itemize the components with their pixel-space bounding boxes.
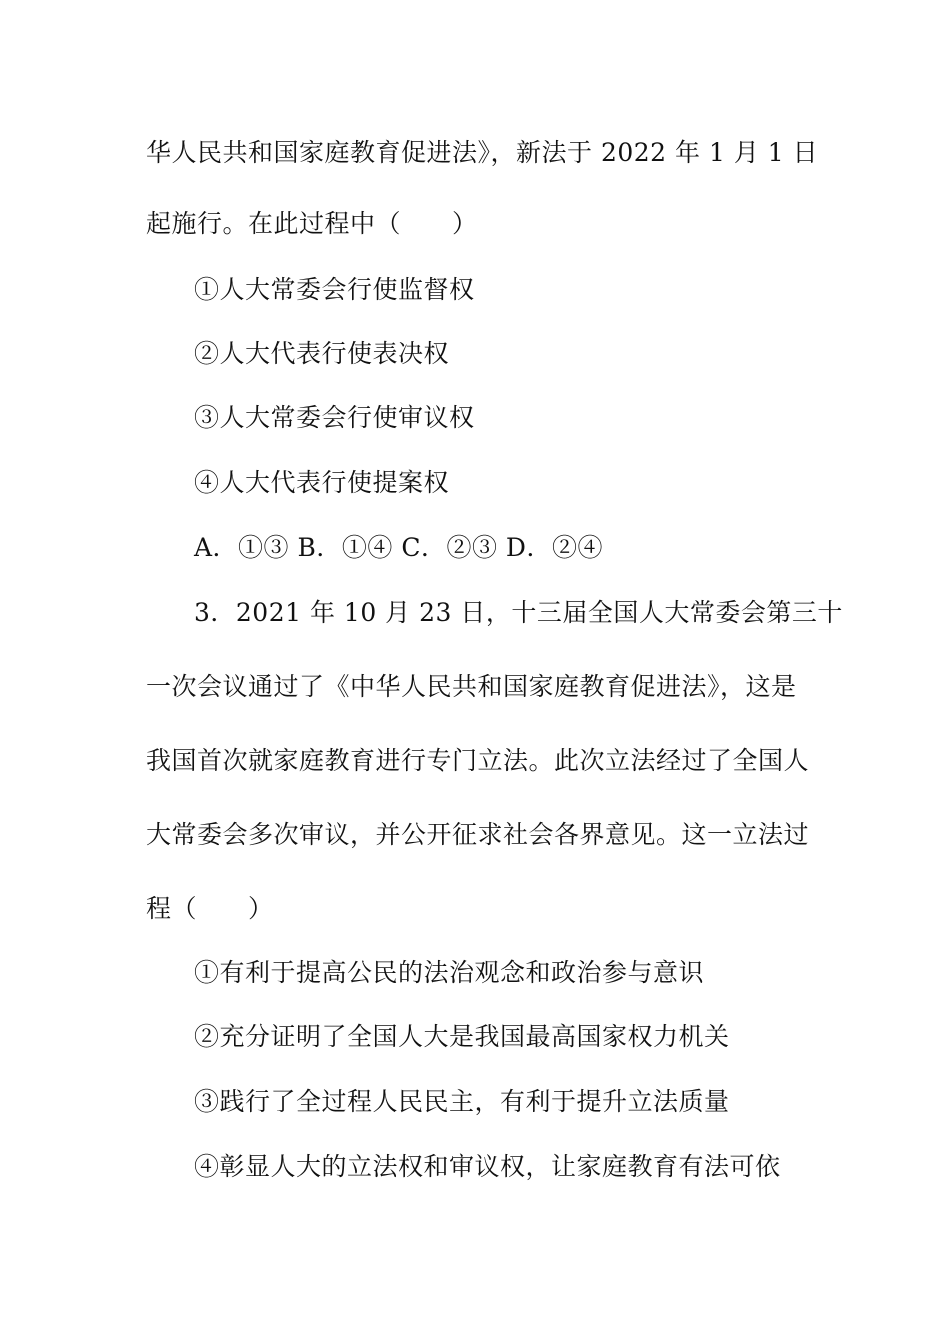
question-3-stem-line-1: 3．2021 年 10 月 23 日，十三届全国人大常委会第三十 xyxy=(194,598,843,627)
question-3-option-1: ①有利于提高公民的法治观念和政治参与意识 xyxy=(194,958,705,987)
question-2-stem-line-2: 起施行。在此过程中（ ） xyxy=(146,209,478,238)
question-2-option-4: ④人大代表行使提案权 xyxy=(194,468,450,497)
question-2-stem-line-1: 华人民共和国家庭教育促进法》，新法于 2022 年 1 月 1 日 xyxy=(146,138,819,167)
question-2-answer-choices: A．①③ B．①④ C．②③ D．②④ xyxy=(194,533,603,562)
question-3-stem-line-5: 程（ ） xyxy=(146,894,274,923)
question-2-option-1: ①人大常委会行使监督权 xyxy=(194,275,475,304)
question-3-stem-line-2: 一次会议通过了《中华人民共和国家庭教育促进法》，这是 xyxy=(146,672,797,701)
question-3-option-4: ④彰显人大的立法权和审议权，让家庭教育有法可依 xyxy=(194,1152,781,1181)
question-2-option-2: ②人大代表行使表决权 xyxy=(194,339,450,368)
question-2-option-3: ③人大常委会行使审议权 xyxy=(194,403,475,432)
question-3-stem-line-4: 大常委会多次审议，并公开征求社会各界意见。这一立法过 xyxy=(146,820,810,849)
question-3-option-2: ②充分证明了全国人大是我国最高国家权力机关 xyxy=(194,1022,730,1051)
question-3-stem-line-3: 我国首次就家庭教育进行专门立法。此次立法经过了全国人 xyxy=(146,746,810,775)
question-3-option-3: ③践行了全过程人民民主，有利于提升立法质量 xyxy=(194,1087,730,1116)
